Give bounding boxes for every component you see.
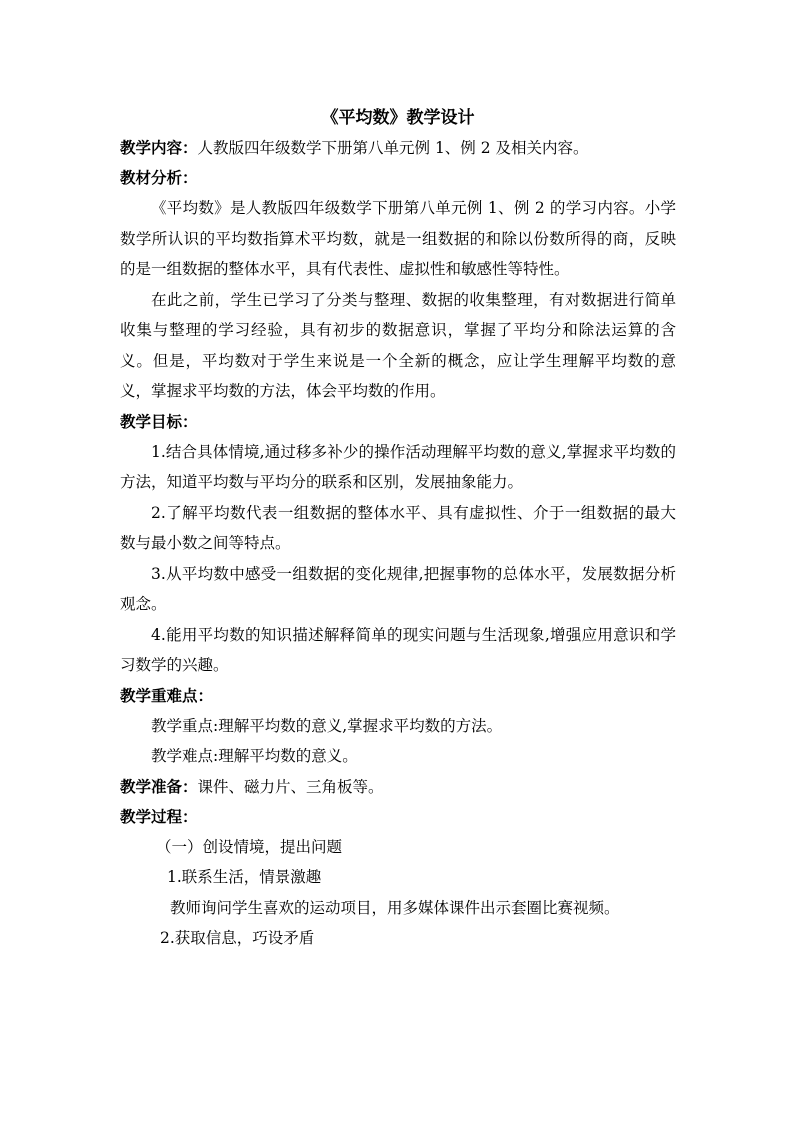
- preparation-line: [120, 772, 676, 802]
- process-section-1: （一）创设情境，提出问题: [156, 837, 343, 856]
- goal-item-4: 4.能用平均数的知识描述解释简单的现实问题与生活现象,增强应用意识和学习数学的兴趣。: [120, 625, 676, 674]
- key-points-heading: 教学重难点：: [120, 685, 214, 705]
- process-step-2: 2.获取信息，巧设矛盾: [160, 929, 315, 947]
- analysis-heading: 教材分析：: [120, 168, 198, 187]
- goal-item-1: 1.结合具体情境,通过移多补少的操作活动理解平均数的意义,掌握求平均数的方法，知道平均数与平均分的联系和区别，发展抽象能力。: [120, 442, 676, 491]
- process-step-1-text: 教师询问学生喜欢的运动项目，用多媒体课件出示套圈比赛视频。: [170, 898, 620, 917]
- document-body: [120, 103, 676, 954]
- content-text: 人教版四年级数学下册第八单元例 1、例 2 及相关内容。: [197, 139, 589, 157]
- analysis-paragraph-2: 在此之前，学生已学习了分类与整理、数据的收集整理，有对数据进行简单收集与整理的学习经验，具有初步的数据意识，掌握了平均分和除法运算的含义。但是，平均数对于学生来说是一个全新的概念，应让学生理解平均数的意义，掌握求平均数的方法，体会平均数的作用。: [120, 290, 676, 400]
- content-heading: 教学内容：: [120, 138, 198, 157]
- goals-heading: 教学目标：: [120, 411, 198, 431]
- analysis-paragraph-1: 《平均数》是人教版四年级数学下册第八单元例 1、例 2 的学习内容。小学数学所认识的平均数指算术平均数，就是一组数据的和除以份数所得的商，反映的是一组数据的整体水平，具有代表性、虚拟性和敏感性等特性。: [120, 199, 676, 278]
- key-point: 教学重点:理解平均数的意义,掌握求平均数的方法。: [151, 716, 503, 735]
- goal-item-3: 3.从平均数中感受一组数据的变化规律,把握事物的总体水平，发展数据分析观念。: [120, 564, 676, 613]
- process-step-1: 1.联系生活，情景激趣: [167, 868, 322, 886]
- document-title: 《平均数》教学设计: [321, 108, 475, 128]
- goal-item-2: 2.了解平均数代表一组数据的整体水平、具有虚拟性、介于一组数据的最大数与最小数之间等特点。: [120, 503, 676, 552]
- preparation-text: 课件、磁力片、三角板等。: [197, 777, 384, 796]
- content-line: [120, 133, 676, 163]
- difficult-point: 教学难点:理解平均数的意义。: [151, 747, 358, 765]
- preparation-heading: 教学准备：: [120, 776, 198, 796]
- process-heading: 教学过程：: [120, 806, 198, 826]
